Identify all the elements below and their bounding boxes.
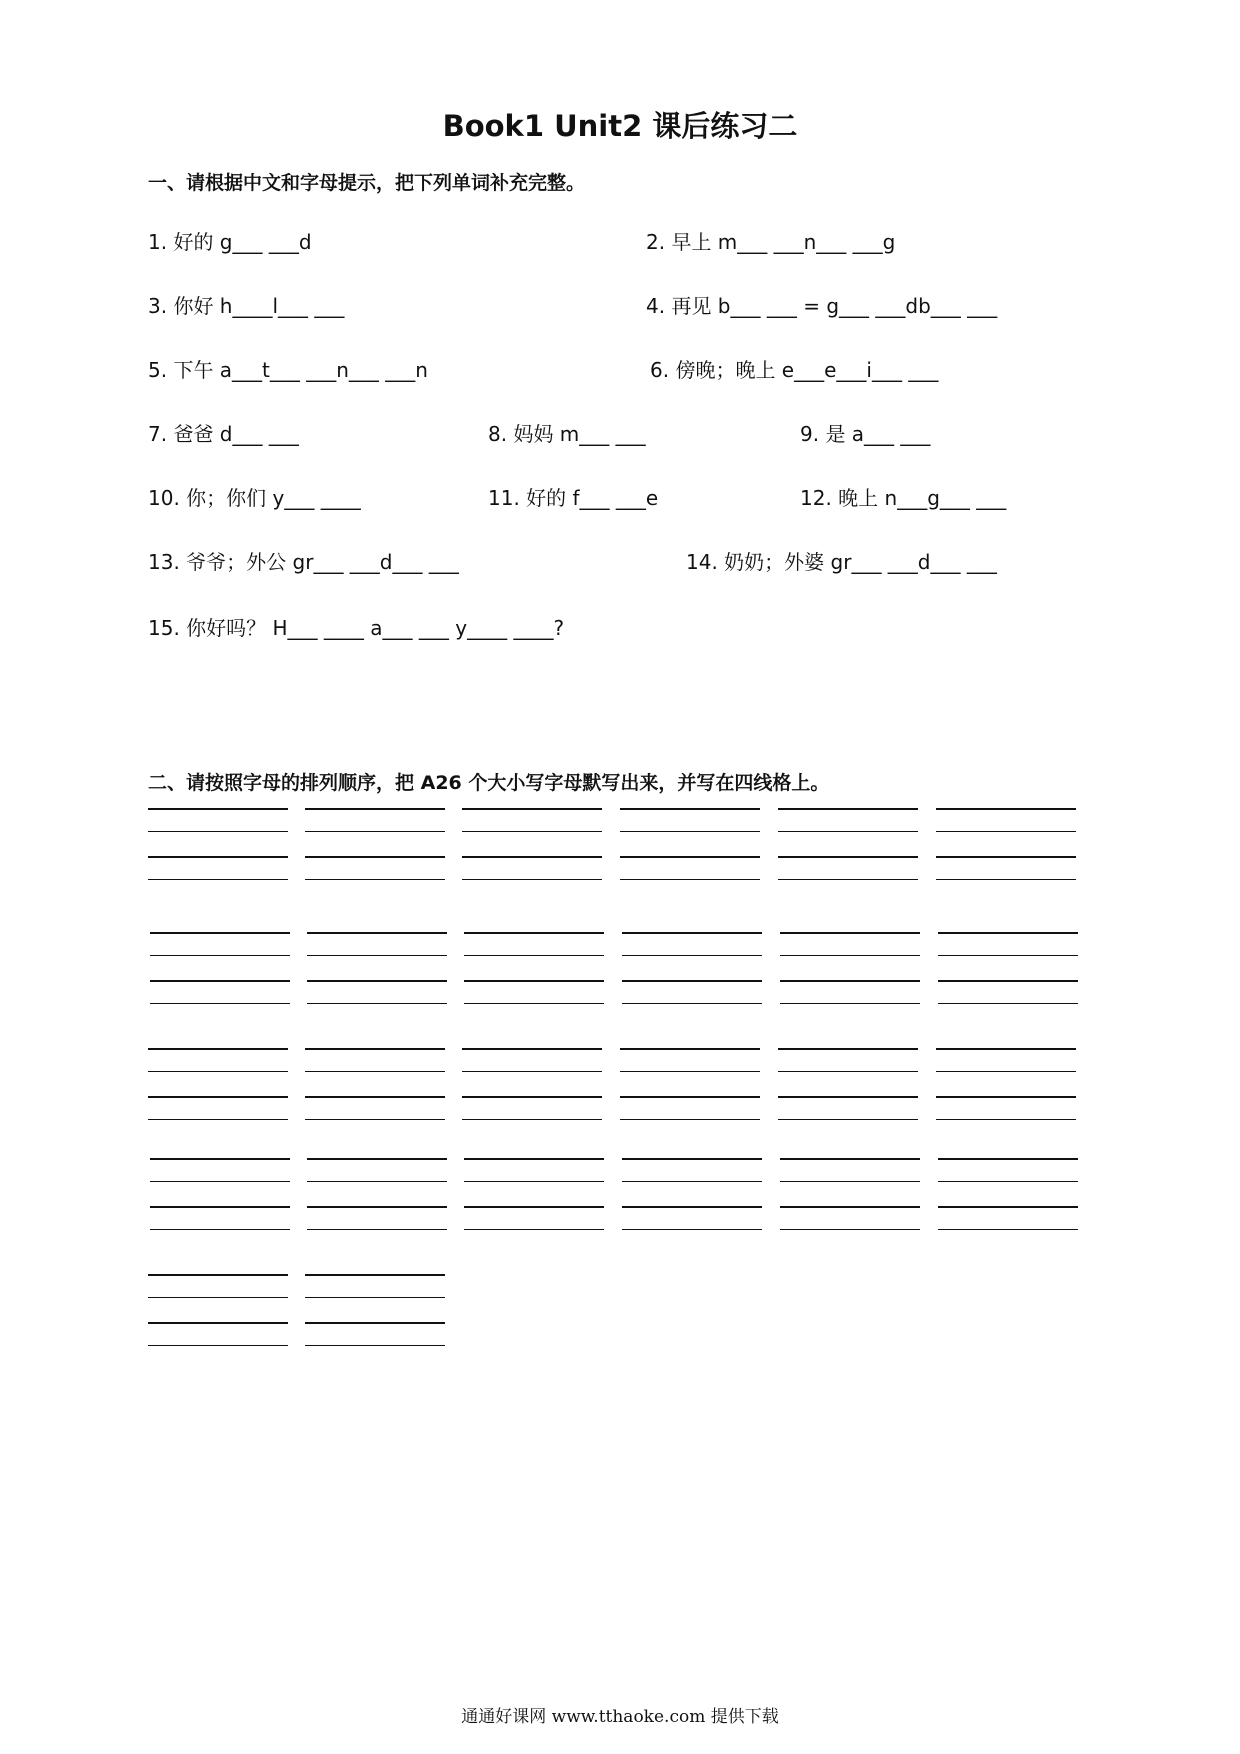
- grid-line: [938, 1003, 1078, 1004]
- grid-line: [778, 1096, 918, 1098]
- grid-line: [305, 1274, 445, 1276]
- grid-line: [148, 808, 288, 810]
- grid-line: [464, 1003, 604, 1004]
- grid-line: [462, 1119, 602, 1120]
- exercise-item-14: 14. 奶奶；外婆 gr___ ___d___ ___: [686, 550, 997, 574]
- grid-line: [305, 879, 445, 880]
- four-line-grid: [622, 1158, 762, 1234]
- four-line-grid: [464, 1158, 604, 1234]
- grid-line: [307, 1181, 447, 1182]
- grid-line: [780, 1181, 920, 1182]
- grid-line: [464, 1206, 604, 1208]
- four-line-grid: [462, 808, 602, 884]
- grid-line: [464, 1181, 604, 1182]
- grid-line: [464, 955, 604, 956]
- grid-line: [307, 1003, 447, 1004]
- grid-line: [148, 1071, 288, 1072]
- grid-line: [148, 1119, 288, 1120]
- grid-line: [780, 1229, 920, 1230]
- grid-line: [938, 1206, 1078, 1208]
- grid-line: [305, 808, 445, 810]
- grid-line: [305, 1096, 445, 1098]
- grid-line: [778, 1119, 918, 1120]
- grid-line: [148, 879, 288, 880]
- grid-line: [936, 879, 1076, 880]
- footer-text: 通通好课网 www.tthaoke.com 提供下载: [461, 1707, 779, 1727]
- grid-line: [305, 1322, 445, 1324]
- grid-line: [148, 1322, 288, 1324]
- grid-line: [150, 1181, 290, 1182]
- four-line-grid: [778, 808, 918, 884]
- exercise-item-8: 8. 妈妈 m___ ___: [488, 422, 646, 446]
- grid-line: [462, 879, 602, 880]
- grid-line: [620, 879, 760, 880]
- grid-line: [148, 1096, 288, 1098]
- section-2-heading: 二、请按照字母的排列顺序，把 A26 个大小写字母默写出来，并写在四线格上。: [148, 772, 830, 794]
- grid-line: [780, 1206, 920, 1208]
- grid-line: [938, 1229, 1078, 1230]
- four-line-grid: [305, 808, 445, 884]
- grid-line: [620, 808, 760, 810]
- four-line-grid: [307, 1158, 447, 1234]
- grid-line: [148, 1297, 288, 1298]
- section-1-heading: 一、请根据中文和字母提示，把下列单词补充完整。: [148, 172, 586, 194]
- exercise-item-3: 3. 你好 h____l___ ___: [148, 294, 345, 318]
- four-line-grid: [462, 1048, 602, 1124]
- grid-line: [620, 1096, 760, 1098]
- four-line-grid: [936, 808, 1076, 884]
- four-line-grid: [938, 1158, 1078, 1234]
- exercise-item-4: 4. 再见 b___ ___ = g___ ___db___ ___: [646, 294, 998, 318]
- grid-line: [622, 1158, 762, 1160]
- grid-line: [620, 1071, 760, 1072]
- grid-line: [150, 955, 290, 956]
- grid-line: [620, 856, 760, 858]
- grid-line: [620, 1048, 760, 1050]
- grid-line: [307, 1158, 447, 1160]
- grid-line: [148, 1274, 288, 1276]
- grid-line: [780, 1003, 920, 1004]
- four-line-grid: [148, 1048, 288, 1124]
- grid-line: [622, 955, 762, 956]
- grid-line: [778, 1071, 918, 1072]
- four-line-grid: [305, 1048, 445, 1124]
- grid-line: [936, 831, 1076, 832]
- grid-line: [780, 1158, 920, 1160]
- grid-line: [780, 932, 920, 934]
- four-line-grid: [620, 1048, 760, 1124]
- grid-line: [148, 1345, 288, 1346]
- grid-line: [938, 980, 1078, 982]
- four-line-grid: [150, 1158, 290, 1234]
- grid-line: [622, 1003, 762, 1004]
- grid-line: [936, 1071, 1076, 1072]
- grid-line: [150, 932, 290, 934]
- four-line-grid: [620, 808, 760, 884]
- grid-line: [462, 856, 602, 858]
- four-line-grid: [150, 932, 290, 1008]
- grid-line: [620, 831, 760, 832]
- exercise-item-5: 5. 下午 a___t___ ___n___ ___n: [148, 358, 428, 382]
- exercise-item-7: 7. 爸爸 d___ ___: [148, 422, 299, 446]
- grid-line: [150, 1158, 290, 1160]
- exercise-item-2: 2. 早上 m___ ___n___ ___g: [646, 230, 896, 254]
- grid-line: [464, 1158, 604, 1160]
- exercise-item-15: 15. 你好吗？ H___ ____ a___ ___ y____ ____?: [148, 616, 565, 640]
- grid-line: [462, 1048, 602, 1050]
- grid-line: [148, 856, 288, 858]
- four-line-grid: [936, 1048, 1076, 1124]
- four-line-grid: [307, 932, 447, 1008]
- grid-line: [462, 1071, 602, 1072]
- grid-line: [150, 980, 290, 982]
- grid-line: [936, 1096, 1076, 1098]
- grid-line: [622, 1206, 762, 1208]
- grid-line: [305, 856, 445, 858]
- exercise-item-10: 10. 你；你们 y___ ____: [148, 486, 361, 510]
- grid-line: [150, 1206, 290, 1208]
- grid-line: [307, 1206, 447, 1208]
- grid-line: [307, 955, 447, 956]
- four-line-grid: [464, 932, 604, 1008]
- grid-line: [780, 955, 920, 956]
- grid-line: [622, 1181, 762, 1182]
- four-line-grid: [780, 932, 920, 1008]
- grid-line: [936, 808, 1076, 810]
- grid-line: [778, 879, 918, 880]
- grid-line: [464, 1229, 604, 1230]
- four-line-grid: [938, 932, 1078, 1008]
- grid-line: [936, 1119, 1076, 1120]
- grid-line: [305, 1071, 445, 1072]
- grid-line: [305, 1048, 445, 1050]
- grid-line: [778, 856, 918, 858]
- grid-line: [936, 1048, 1076, 1050]
- grid-line: [620, 1119, 760, 1120]
- grid-line: [462, 808, 602, 810]
- grid-line: [307, 932, 447, 934]
- four-line-grid: [778, 1048, 918, 1124]
- grid-line: [148, 831, 288, 832]
- four-line-grid: [148, 1274, 288, 1350]
- exercise-item-13: 13. 爷爷；外公 gr___ ___d___ ___: [148, 550, 459, 574]
- grid-line: [150, 1003, 290, 1004]
- grid-line: [780, 980, 920, 982]
- grid-line: [778, 831, 918, 832]
- exercise-item-11: 11. 好的 f___ ___e: [488, 486, 659, 510]
- exercise-item-9: 9. 是 a___ ___: [800, 422, 931, 446]
- grid-line: [464, 980, 604, 982]
- four-line-grid: [148, 808, 288, 884]
- grid-line: [622, 932, 762, 934]
- exercise-item-12: 12. 晚上 n___g___ ___: [800, 486, 1007, 510]
- grid-line: [305, 1119, 445, 1120]
- grid-line: [938, 1181, 1078, 1182]
- exercise-item-1: 1. 好的 g___ ___d: [148, 230, 312, 254]
- exercise-item-6: 6. 傍晚；晚上 e___e___i___ ___: [650, 358, 939, 382]
- grid-line: [464, 932, 604, 934]
- grid-line: [938, 932, 1078, 934]
- grid-line: [305, 1297, 445, 1298]
- grid-line: [307, 1229, 447, 1230]
- grid-line: [622, 980, 762, 982]
- grid-line: [936, 856, 1076, 858]
- four-line-grid: [780, 1158, 920, 1234]
- four-line-grid: [622, 932, 762, 1008]
- page-title: Book1 Unit2 课后练习二: [442, 109, 798, 143]
- grid-line: [462, 831, 602, 832]
- grid-line: [778, 1048, 918, 1050]
- grid-line: [938, 1158, 1078, 1160]
- grid-line: [305, 1345, 445, 1346]
- grid-line: [462, 1096, 602, 1098]
- grid-line: [150, 1229, 290, 1230]
- grid-line: [307, 980, 447, 982]
- grid-line: [938, 955, 1078, 956]
- grid-line: [622, 1229, 762, 1230]
- grid-line: [778, 808, 918, 810]
- four-line-grid: [305, 1274, 445, 1350]
- grid-line: [305, 831, 445, 832]
- grid-line: [148, 1048, 288, 1050]
